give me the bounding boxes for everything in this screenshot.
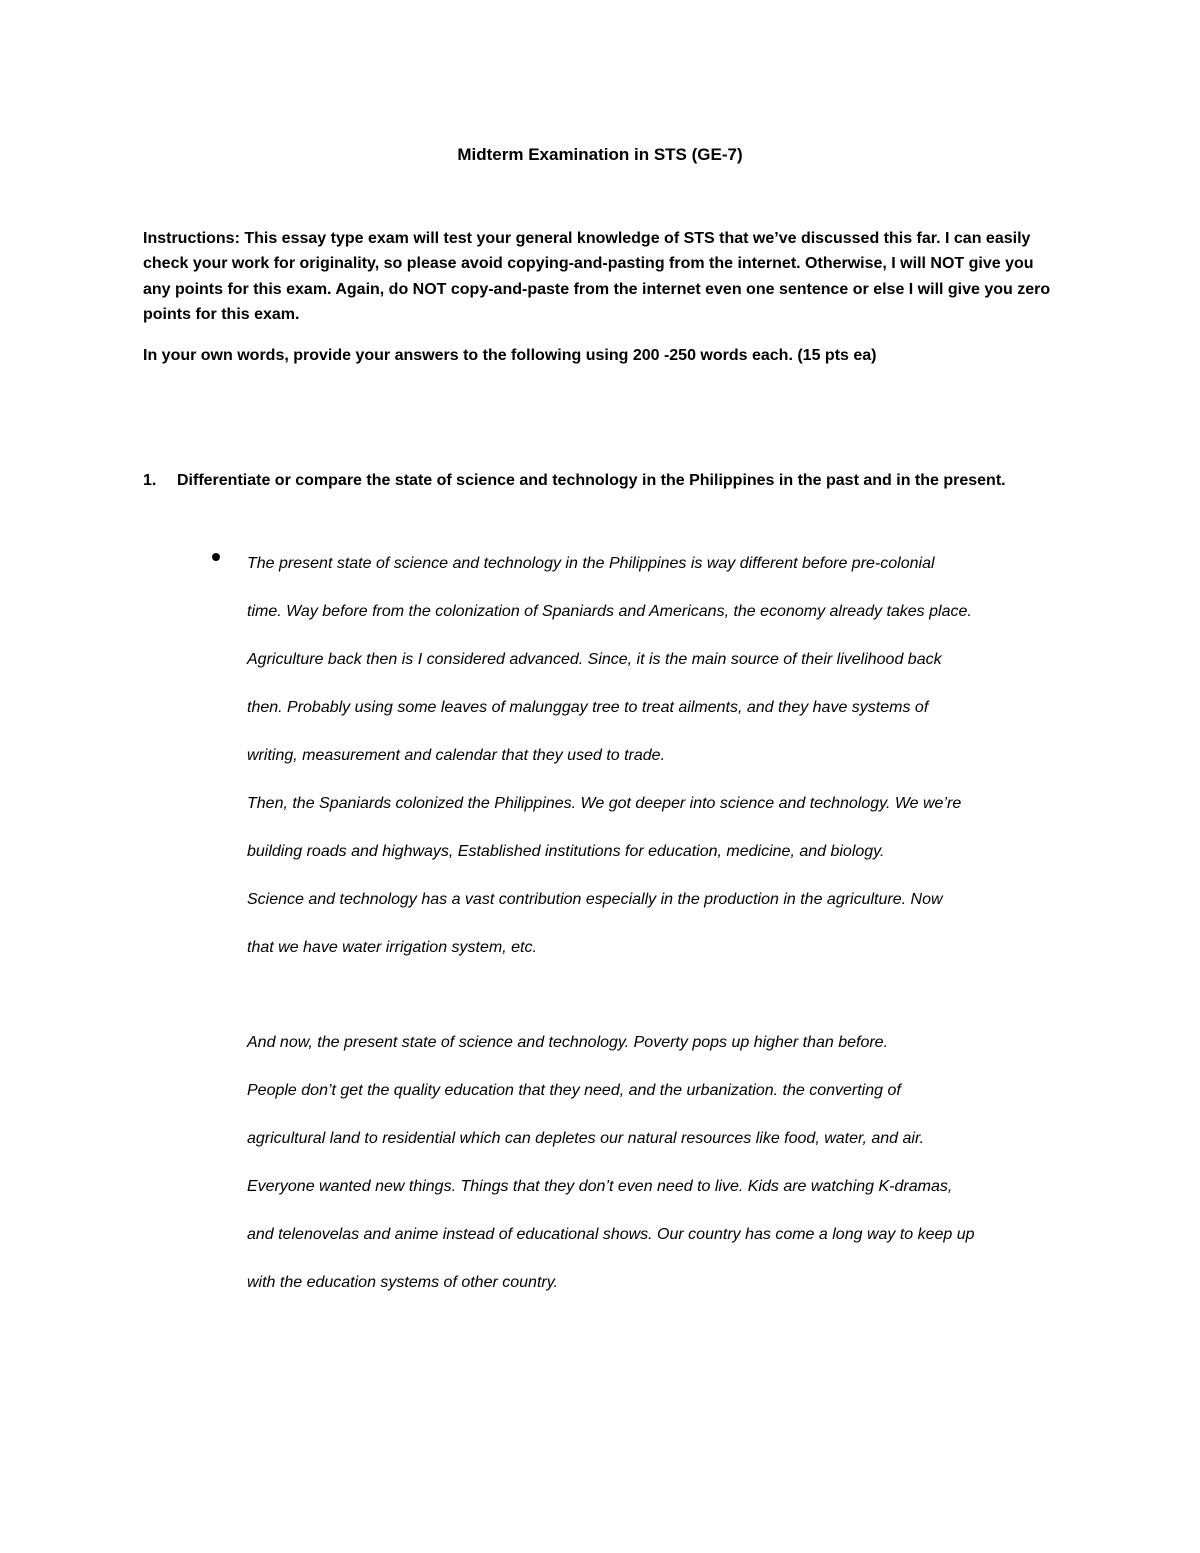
answer-line: then. Probably using some leaves of malunggay tree to treat ailments, and they have systems of bbox=[247, 699, 929, 716]
answer-line: The present state of science and technology in the Philippines is way different before pre-colonial bbox=[247, 555, 935, 572]
answer-line: time. Way before from the colonization of Spaniards and Americans, the economy already takes place. bbox=[247, 603, 972, 620]
answer-line: with the education systems of other country. bbox=[247, 1274, 558, 1291]
bullet-icon bbox=[212, 553, 220, 561]
page-title: Midterm Examination in STS (GE-7) bbox=[457, 145, 743, 164]
answer-line: building roads and highways, Established institutions for education, medicine, and biology. bbox=[247, 843, 885, 860]
answer-line: agricultural land to residential which can depletes our natural resources like food, water, and air. bbox=[247, 1130, 925, 1147]
answer-line: Everyone wanted new things. Things that they don’t even need to live. Kids are watching K-dramas, bbox=[247, 1178, 953, 1195]
answer-line: Science and technology has a vast contribution especially in the production in the agriculture. Now bbox=[247, 891, 943, 908]
answer-line: People don’t get the quality education that they need, and the urbanization. the converting of bbox=[247, 1082, 901, 1099]
instructions-paragraph: Instructions: This essay type exam will test your general knowledge of STS that we’ve discussed this far. I can easily check your work for originality, so please avoid copying-and-pasting from the internet. Otherwise, I will NOT give you any points for this exam. Again, do NOT copy-and-paste from the internet even one sentence or else I will give you zero points for this exam. bbox=[143, 230, 1051, 323]
paragraph-gap bbox=[247, 972, 1063, 1019]
answer-line: Agriculture back then is I considered advanced. Since, it is the main source of their livelihood back bbox=[247, 651, 942, 668]
question-item bbox=[143, 470, 1063, 492]
question-text: Differentiate or compare the state of science and technology in the Philippines in the past and in the present. bbox=[177, 472, 1006, 489]
question-number: 1. bbox=[143, 472, 157, 489]
directions-paragraph: In your own words, provide your answers to the following using 200 -250 words each. (15 pts ea) bbox=[143, 347, 877, 364]
answer-line: that we have water irrigation system, etc. bbox=[247, 939, 537, 956]
answer-body bbox=[247, 540, 1063, 1307]
answer-line: And now, the present state of science and technology. Poverty pops up higher than before. bbox=[247, 1034, 889, 1051]
answer-line: Then, the Spaniards colonized the Philippines. We got deeper into science and technology. We we’re bbox=[247, 795, 962, 812]
answer-line: and telenovelas and anime instead of educational shows. Our country has come a long way to keep up bbox=[247, 1226, 975, 1243]
answer-line: writing, measurement and calendar that they used to trade. bbox=[247, 747, 666, 764]
